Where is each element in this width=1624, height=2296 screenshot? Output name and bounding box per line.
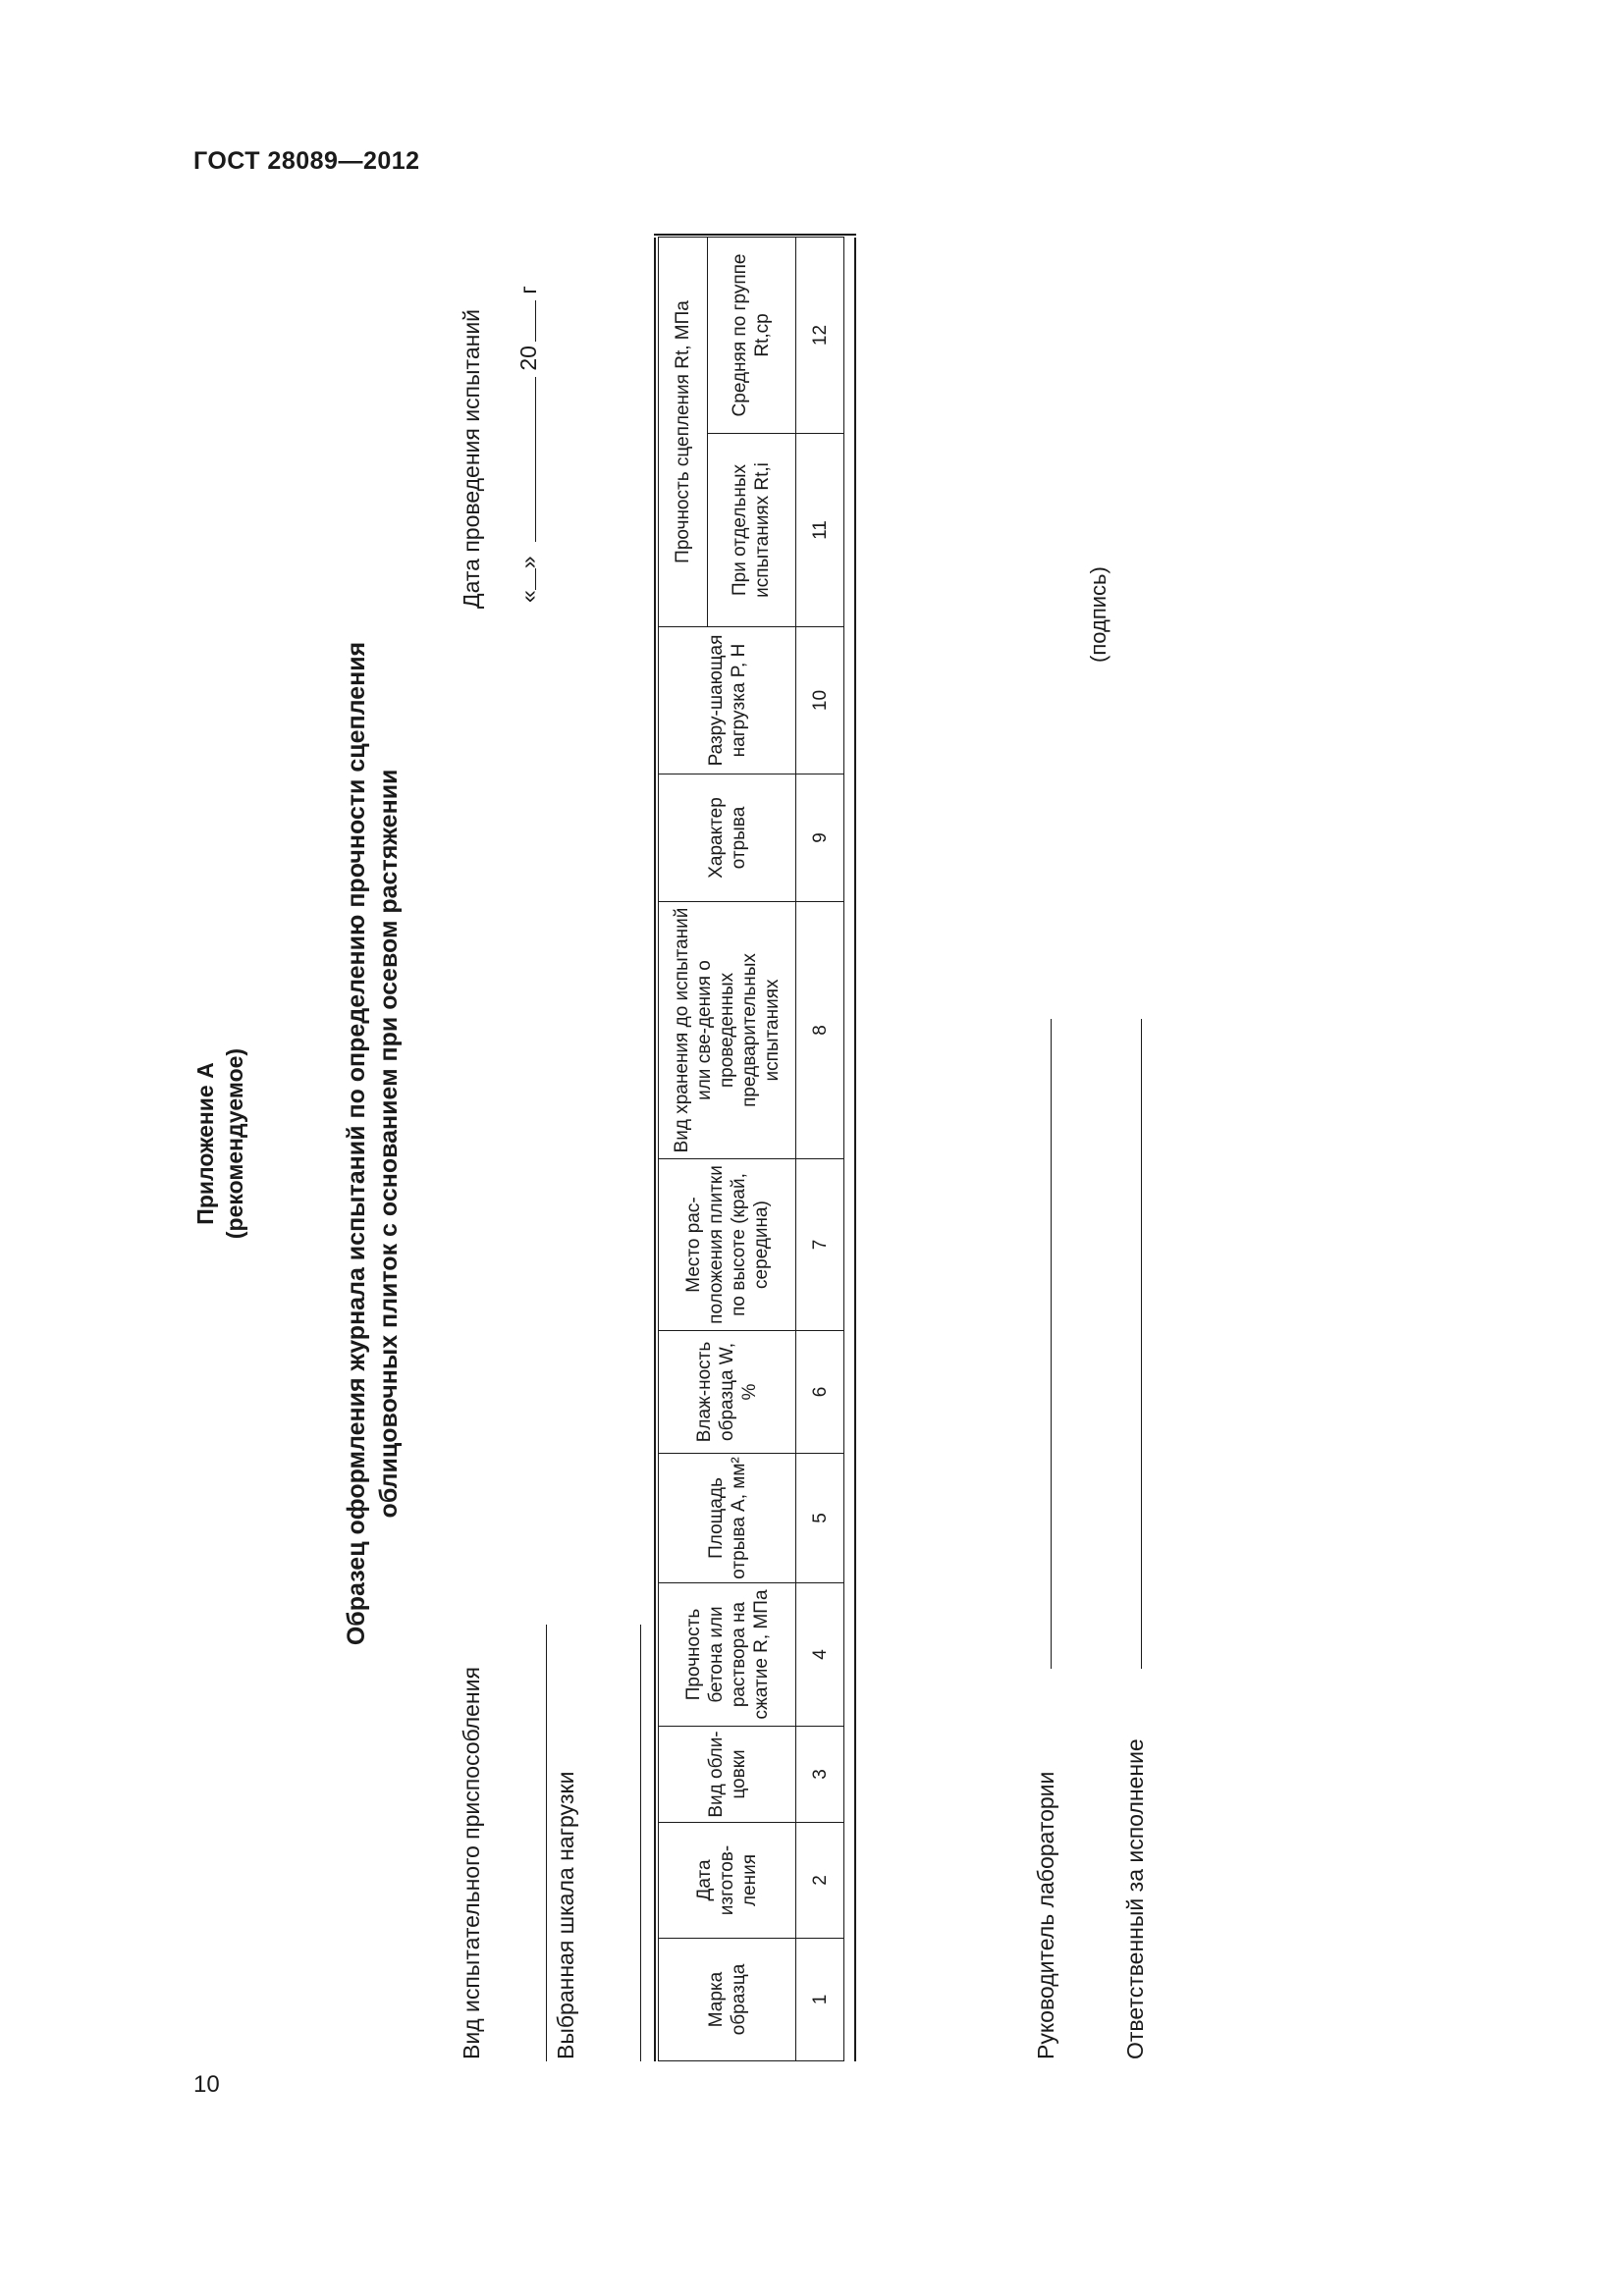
col-header-5: Площадь отрыва A, мм² — [659, 1454, 796, 1583]
col-header-11: При отдельных испытаниях Rt,i — [707, 434, 795, 627]
date-open-quote: « — [515, 590, 541, 603]
form-title — [341, 226, 406, 2061]
date-fields — [515, 286, 542, 603]
col-number-7: 7 — [796, 1159, 844, 1331]
day-field[interactable] — [535, 568, 536, 590]
month-field[interactable] — [535, 377, 536, 542]
group-header-strength: Прочность сцепления Rt, МПа — [659, 237, 708, 626]
col-number-6: 6 — [796, 1331, 844, 1454]
table-outer-right — [654, 234, 856, 236]
device-field-line[interactable] — [546, 1625, 547, 2061]
rotated-form — [187, 226, 1198, 2061]
scale-field-line[interactable] — [640, 1625, 641, 2061]
responsible-signature-line[interactable] — [1141, 1019, 1142, 1669]
col-header-1: Марка образца — [659, 1939, 796, 2061]
col-number-9: 9 — [796, 774, 844, 902]
page-number: 10 — [193, 2071, 220, 2098]
year-prefix: 20 — [515, 346, 541, 371]
appendix-heading — [190, 226, 249, 2061]
lab-head-signature-line[interactable] — [1051, 1019, 1052, 1669]
column-number-row — [796, 237, 844, 2060]
col-header-9: Характер отрыва — [659, 774, 796, 902]
col-number-4: 4 — [796, 1583, 844, 1727]
table-header-row-1 — [659, 237, 708, 2060]
col-number-2: 2 — [796, 1823, 844, 1939]
col-number-10: 10 — [796, 627, 844, 774]
test-journal-table — [658, 237, 844, 2061]
col-header-12: Средняя по группе Rt,ср — [707, 237, 795, 433]
year-field[interactable] — [535, 300, 536, 342]
col-header-2: Дата изготов-ления — [659, 1823, 796, 1939]
date-label: Дата проведения испытаний — [459, 308, 484, 609]
appendix-subtitle: (рекомендуемое) — [222, 1047, 247, 1240]
signature-caption: (подпись) — [1086, 566, 1110, 663]
form-title-line2: облицовочных плиток с основанием при осевом растяжении — [375, 769, 403, 1519]
responsible-label: Ответственный за исполнение — [1122, 1738, 1148, 2059]
appendix-title: Приложение А — [192, 1062, 218, 1225]
form-title-line1: Образец оформления журнала испытаний по определению прочности сцепления — [343, 641, 370, 1646]
table-outer-bottom — [854, 238, 856, 2061]
col-header-8: Вид хранения до испытаний или све-дения о проведенных предварительных испытаниях — [659, 902, 796, 1159]
lab-head-label: Руководитель лаборатории — [1033, 1771, 1058, 2059]
col-header-3: Вид обли-цовки — [659, 1727, 796, 1823]
col-header-6: Влаж-ность образца W, % — [659, 1331, 796, 1454]
col-header-7: Место рас-положения плитки по высоте (край, середина) — [659, 1159, 796, 1331]
col-number-12: 12 — [796, 237, 844, 433]
year-suffix: г — [515, 286, 541, 294]
table-outer-top — [654, 238, 656, 2061]
col-number-3: 3 — [796, 1727, 844, 1823]
col-header-4: Прочность бетона или раствора на сжатие R, МПа — [659, 1583, 796, 1727]
col-number-11: 11 — [796, 434, 844, 627]
scale-label: Выбранная шкала нагрузки — [553, 1771, 578, 2059]
col-number-5: 5 — [796, 1454, 844, 1583]
col-number-8: 8 — [796, 902, 844, 1159]
col-number-1: 1 — [796, 1939, 844, 2061]
date-close-quote: » — [515, 556, 541, 569]
device-label: Вид испытательного приспособления — [459, 1667, 484, 2059]
col-header-10: Разру-шающая нагрузка P, Н — [659, 627, 796, 774]
standard-designation: ГОСТ 28089—2012 — [193, 147, 420, 175]
